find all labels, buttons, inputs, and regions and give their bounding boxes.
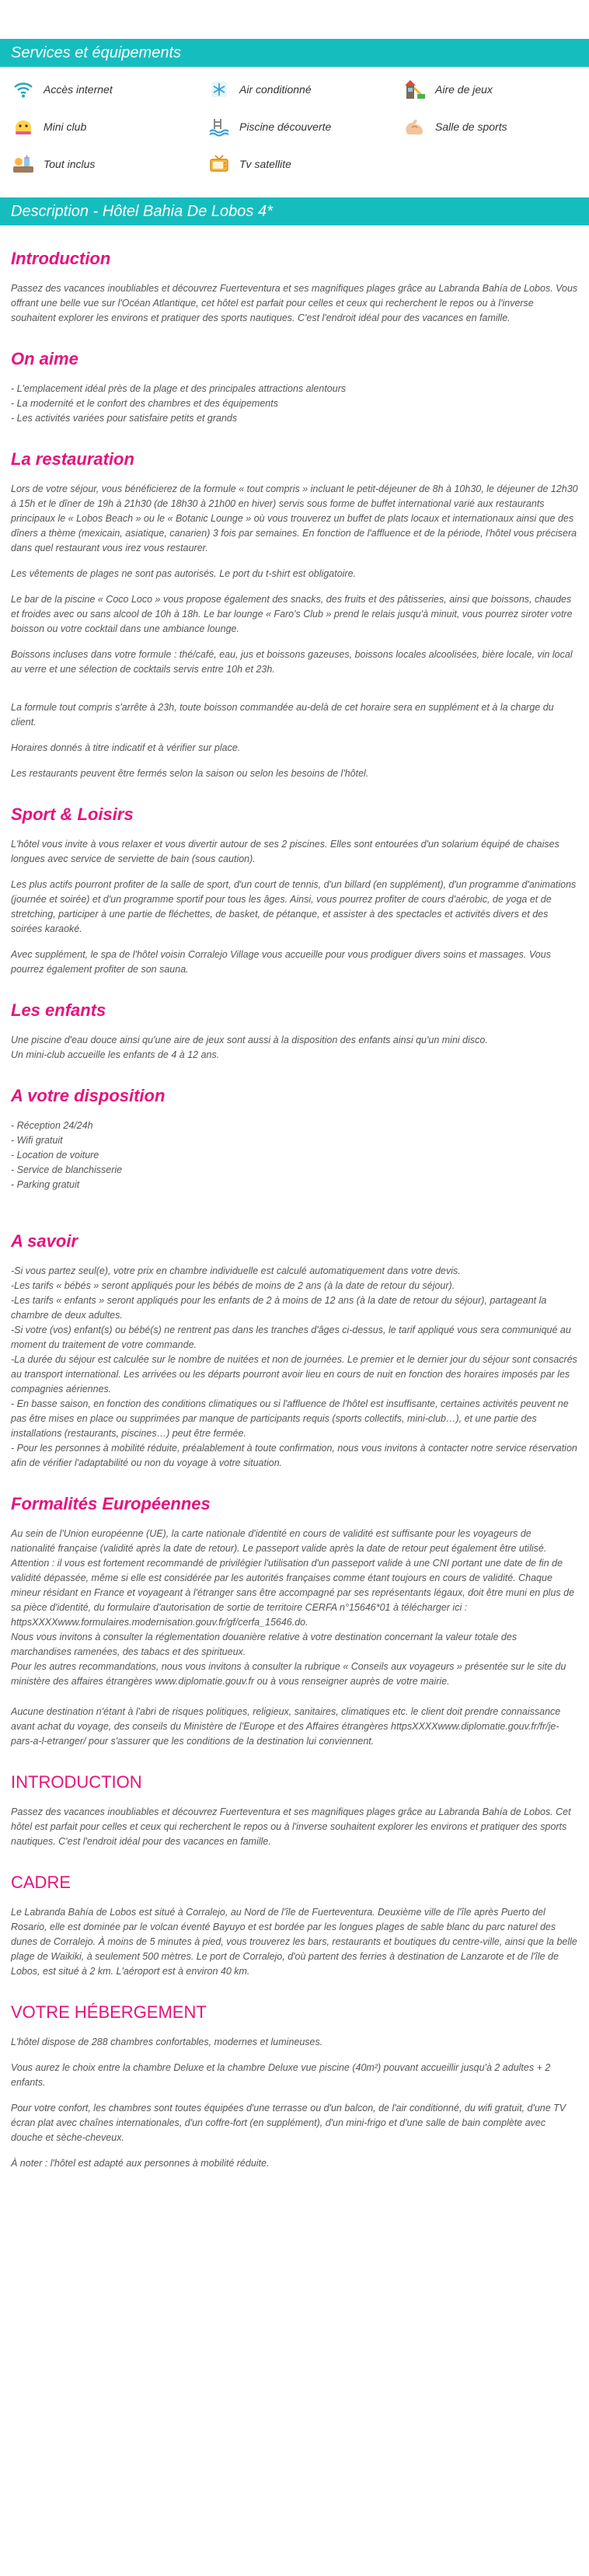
service-item [204,76,399,103]
service-label: Accès internet [44,83,113,96]
service-label: Piscine découverte [239,120,332,133]
pool-icon [204,115,235,138]
section-heading-formalites: Formalités Européennes [11,1494,211,1513]
list-item: - Location de voiture [11,1150,99,1161]
service-item [8,113,204,140]
list-item: - En basse saison, en fonction des conditions climatiques ou si l'affluence de l'hôtel est insuffisante, certaines activités peuvent ne pas être mises en place ou supprimées par manque de participants requis (sports collectifs, mini-club…), et une partie des installations (restaurants, piscines…) peut être fermée. [11,1398,569,1439]
service-item [8,76,204,103]
service-item [8,151,204,177]
service-label: Salle de sports [435,120,507,133]
formalites-paragraph: Au sein de l'Union européenne (UE), la carte nationale d'identité en cours de validité est suffisante pour les voyageurs de nationalité française (validité après la date de retour). Le passeport valide après la date de retour peut également être utilisé. Attention : il vous est fortement recommandé de privilégier l'utilisation d'un passeport valide à une CNI portant une date de fin de validité dépassée, même si elle est considérée par les autorités françaises comme étant toujours en cours de validité. Chaque mineur résidant en France et voyageant à l'étranger sans être accompagné par ses représentants légaux, doit être muni en plus de sa pièce d'identité, du formulaire d'autorisation de sortie de territoire CERFA n°15646*01 à télécharger ici : httpsXXXXwww.formulaires.modernisation.gouv.fr/gf/cerfa_15646.do. [11,1528,575,1628]
service-item [399,76,589,103]
intro2-paragraph: Passez des vacances inoubliables et découvrez Fuerteventura et ses magnifiques plages grâce au Labranda Bahía de Lobos. Cet hôtel est parfait pour celles et ceux qui recherchent le repos ou à l'inverse souhaitent explorer les environs et pratiquer des sports nautiques. C'est l'endroit idéal pour des vacances en famille. [11,1806,571,1847]
restauration-paragraph: Le bar de la piscine « Coco Loco » vous propose également des snacks, des fruits et des pâtisseries, ainsi que boissons, chaudes et froides avec ou sans alcool de 10h à 18h. Le bar lounge « Faro's Club » prend le relais jusqu'à minuit, vous pourrez siroter votre boisson ou votre cocktail dans une ambiance lounge. [11,594,573,634]
hebergement-paragraph: À noter : l'hôtel est adapté aux personnes à mobilité réduite. [11,2158,270,2169]
cadre-paragraph: Le Labranda Bahía de Lobos est situé à Corralejo, au Nord de l'île de Fuerteventura. Deuxième ville de l'île après Puerto del Rosario, elle est dominée par le volcan éventé Bayuyo et est bordée par les longues plages de sable blanc du parc naturel des dunes de Corralejo. À moins de 5 minutes à pied, vous trouverez les bars, restaurants et boutiques du centre-ville, ainsi que la belle plage de Waikiki, à seulement 500 mètres. Le port de Corralejo, d'où partent des ferries à destination de Lanzarote et de l'île de Lobos, est situé à 2 km. L'aéroport est à environ 40 km. [11,1907,577,1977]
list-item: - Réception 24/24h [11,1120,93,1131]
a-savoir-list [11,1264,578,1471]
playground-icon [399,78,430,101]
services-header: Services et équipements [0,39,589,67]
mini-club-icon [8,115,39,138]
list-item: - L'emplacement idéal près de la plage et des principales attractions alentours [11,383,347,394]
disposition-list [11,1119,578,1192]
wifi-icon [8,78,39,101]
hebergement-paragraph: L'hôtel dispose de 288 chambres confortables, modernes et lumineuses. [11,2037,323,2047]
tv-icon [204,152,235,176]
section-heading-sport-loisirs: Sport & Loisirs [11,805,134,824]
restauration-paragraph: Boissons incluses dans votre formule : thé/café, eau, jus et boissons gazeuses, boissons locales alcoolisées, bière locale, vin local au verre et une sélection de cocktails servis entre 10h et 23h. [11,649,573,675]
section-heading-restauration: La restauration [11,449,134,469]
sport-paragraph: Les plus actifs pourront profiter de la salle de sport, d'un court de tennis, d'un billard (en supplément), d'un programme d'animations (journée et soirée) et d'un programme sportif pour tous les âges. Ainsi, vous pourrez profiter de cours d'aérobic, de yoga et de stretching, participer à une partie de fléchettes, de basket, de pétanque, et assister à des spectacles et activités divers et des soirées karaoké. [11,879,577,934]
section-heading-cadre: CADRE [11,1873,71,1892]
list-item: -Si vous partez seul(e), votre prix en chambre individuelle est calculé automatiquement dans votre devis. [11,1265,461,1276]
restauration-paragraph: Les restaurants peuvent être fermés selon la saison ou selon les besoins de l'hôtel. [11,768,369,779]
section-heading-introduction: Introduction [11,249,111,268]
list-item: -La durée du séjour est calculée sur le nombre de nuitées et non de journées. Le premier et le dernier jour du séjour sont consacrés au transport international. Les arrivées ou les départs pourront avoir lieu en cours de nuit en fonction des horaires imposés par les compagnies aériennes. [11,1354,577,1394]
restauration-paragraph: Les vêtements de plages ne sont pas autorisés. Le port du t-shirt est obligatoire. [11,568,357,579]
enfants-text [11,1033,578,1063]
list-item: -Les tarifs « enfants » seront appliqués pour les enfants de 2 à moins de 12 ans (à la date de retour du séjour), partageant la chambre de deux adultes. [11,1295,547,1321]
on-aime-list [11,382,578,426]
formalites-paragraph: Nous vous invitons à consulter la réglementation douanière relative à votre destination concernant la valeur totale des marchandises ramenées, des tabacs et des spiritueux. [11,1632,518,1657]
enfants-line: Un mini-club accueille les enfants de 4 à 12 ans. [11,1049,220,1060]
service-label: Mini club [44,120,87,133]
list-item: - Wifi gratuit [11,1135,63,1146]
intro-paragraph: Passez des vacances inoubliables et découvrez Fuerteventura et ses magnifiques plages grâce au Labranda Bahía de Lobos. Vous offrant une belle vue sur l'Océan Atlantique, cet hôtel est parfait pour celles et ceux qui recherchent le repos ou à l'inverse souhaitent explorer les environs et pratiquer des sports nautiques. C'est l'endroit idéal pour des vacances en famille. [11,283,578,323]
hebergement-paragraph: Vous aurez le choix entre la chambre Deluxe et la chambre Deluxe vue piscine (40m²) pouvant accueillir jusqu'à 2 adultes + 2 enfants. [11,2062,551,2088]
service-label: Aire de jeux [435,83,493,96]
list-item: - La modernité et le confort des chambres et des équipements [11,398,278,409]
section-heading-enfants: Les enfants [11,1000,106,1020]
hebergement-paragraph: Pour votre confort, les chambres sont toutes équipées d'une terrasse ou d'un balcon, de l'air conditionné, du wifi gratuit, d'une TV écran plat avec chaînes internationales, d'un coffre-fort (en supplément), d'un mini-frigo et d'une salle de bain complète avec douche et sèche-cheveux. [11,2103,566,2143]
services-grid [0,67,589,183]
section-heading-disposition: A votre disposition [11,1086,166,1105]
formalites-paragraph: Pour les autres recommandations, nous vous invitons à consulter la rubrique « Conseils aux voyageurs » présentée sur le site du ministère des affaires étrangères www.diplomatie.gouv.fr ou à vous renseigner auprès de votre mairie. [11,1661,566,1687]
snowflake-icon [204,78,235,101]
enfants-line: Une piscine d'eau douce ainsi qu'une aire de jeux sont aussi à la disposition des enfants ainsi qu'un mini disco. [11,1035,488,1045]
service-label: Tv satellite [239,158,291,170]
list-item: -Si votre (vos) enfant(s) ou bébé(s) ne rentrent pas dans les tranches d'âges ci-dessus, le tarif appliqué vous sera communiqué au moment du traitement de votre commande. [11,1325,571,1350]
description-content [0,249,589,2171]
list-item: - Parking gratuit [11,1179,80,1190]
restauration-paragraph: Horaires donnés à titre indicatif et à vérifier sur place. [11,742,241,753]
sport-paragraph: Avec supplément, le spa de l'hôtel voisin Corralejo Village vous accueille pour vous prodiguer divers soins et massages. Vous pourrez également profiter de son sauna. [11,949,551,975]
section-heading-a-savoir: A savoir [11,1231,78,1251]
section-heading-hebergement: VOTRE HÉBERGEMENT [11,2002,207,2022]
service-label: Air conditionné [239,83,312,96]
formalites-text [11,1527,578,1689]
sport-paragraph: L'hôtel vous invite à vous relaxer et vous divertir autour de ses 2 piscines. Elles sont entourées d'un solarium équipé de chaises longues avec service de serviette de bain (sous caution). [11,839,559,864]
list-item: -Les tarifs « bébés » seront appliqués pour les bébés de moins de 2 ans (à la date de retour du séjour). [11,1280,455,1291]
list-item: - Les activités variées pour satisfaire petits et grands [11,413,238,424]
restauration-paragraph: La formule tout compris s'arrête à 23h, toute boisson commandée au-delà de cet horaire sera en supplément et à la charge du client. [11,702,554,728]
section-heading-introduction-upper: INTRODUCTION [11,1772,142,1792]
service-item [204,113,399,140]
service-item [399,113,589,140]
service-item [204,151,399,177]
service-label: Tout inclus [44,158,96,170]
formalites-paragraph: Aucune destination n'étant à l'abri de risques politiques, religieux, sanitaires, climatiques etc. le client doit prendre connaissance avant achat du voyage, des conseils du Ministère de l'Europe et des Affaires étrangères httpsXXXXwww.diplomatie.gouv.fr/fr/je-pars-a-l-etranger/ pour s'assurer que les conditions de la destination lui conviennent. [11,1706,561,1747]
fitness-icon [399,115,430,138]
restauration-paragraph: Lors de votre séjour, vous bénéficierez de la formule « tout compris » incluant le petit-déjeuner de 8h à 10h30, le déjeuner de 12h30 à 15h et le dîner de 19h à 21h30 (de 18h30 à 21h00 en hiver) servis sous forme de buffet international varié aux restaurants principaux le « Lobos Beach » ou le « Botanic Lounge » où vous trouverez un buffet de plats locaux et internationaux ainsi que des dîners a thème (mexicain, asiatique, canarien) 3 fois par semaines. En fonction de l'affluence et de la période, l'hôtel vous précisera dans quel restaurant vous irez vous restaurer. [11,483,578,553]
all-inclusive-icon [8,152,39,176]
description-header: Description - Hôtel Bahia De Lobos 4* [0,197,589,225]
list-item: - Pour les personnes à mobilité réduite, préalablement à toute confirmation, nous vous invitons à contacter notre service réservation afin de vérifier l'adaptabilité ou non du voyage à votre situation. [11,1443,577,1468]
section-heading-on-aime: On aime [11,349,78,368]
list-item: - Service de blanchisserie [11,1164,123,1175]
